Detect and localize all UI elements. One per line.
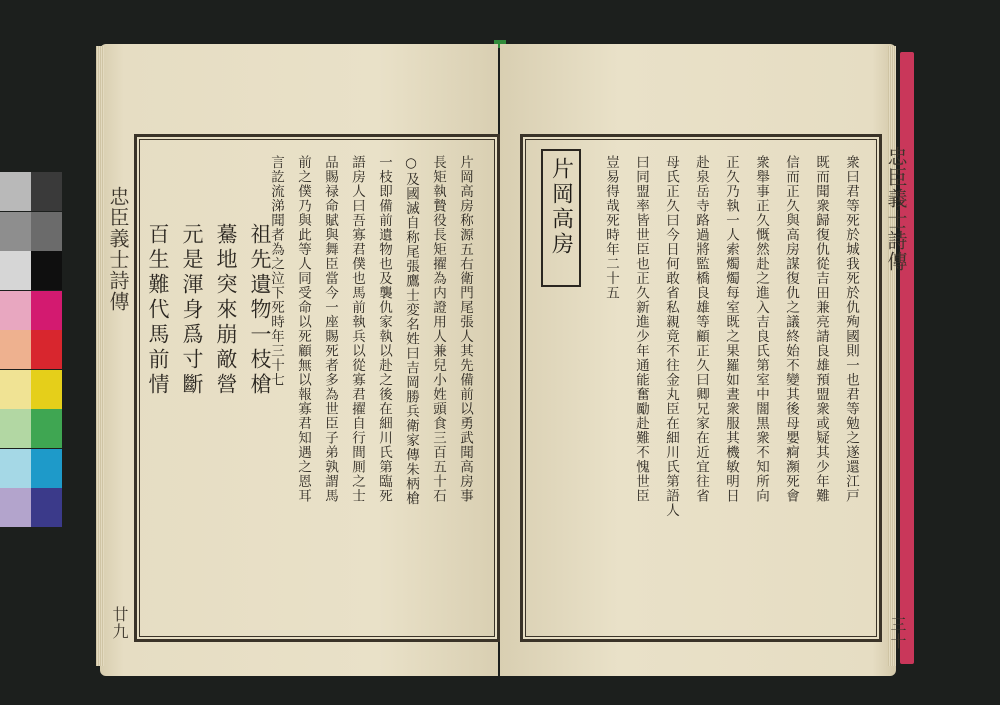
- calibration-patch: [31, 212, 62, 251]
- text-column: 正久乃執一人索燭燭每室既之果羅如晝衆服其機敏明日: [723, 155, 739, 503]
- calibration-patch: [31, 251, 62, 290]
- calibration-patch: [0, 409, 31, 448]
- calibration-patch: [0, 370, 31, 409]
- color-calibration-strip: [0, 172, 62, 530]
- right-margin: [876, 136, 916, 656]
- calibration-patch: [31, 449, 62, 488]
- text-column: 信而正久與高房謀復仇之議終始不變其後母嬰痾瀕死會: [783, 155, 799, 503]
- text-column: 驀地突來崩敵營: [214, 223, 238, 398]
- text-column: 赴泉岳寺路過將監橋良雄等顧正久曰卿兄家在近宜往省: [693, 155, 709, 503]
- text-column: 祖先遺物一枝槍: [248, 223, 272, 398]
- text-column: 衆舉事正久慨然赴之進入吉良氏第室中闇黒衆不知所向: [753, 155, 769, 503]
- calibration-patch: [31, 488, 62, 527]
- calibration-patch: [31, 172, 62, 211]
- right-page-number: 三十: [888, 616, 907, 650]
- left-page-number: 廿九: [110, 606, 129, 640]
- calibration-patch: [0, 212, 31, 251]
- text-column: 百生難代馬前情: [146, 223, 170, 398]
- text-column: 前之僕乃與此等人同受命以死顧無以報寡君知遇之恩耳: [295, 155, 311, 503]
- calibration-patch: [0, 291, 31, 330]
- biography-title: 片岡高房: [548, 157, 574, 257]
- text-column: 母氏正久曰今日何敢省私親竟不往金丸臣在細川氏第語人: [663, 155, 679, 518]
- calibration-patch: [0, 488, 31, 527]
- text-column: ○及國滅自称尾張鷹士変名姓曰吉岡勝兵衛家傳朱柄槍: [403, 155, 419, 506]
- text-column: 既而聞衆歸復仇從吉田兼亮請良雄預盟衆或疑其少年難: [813, 155, 829, 503]
- text-column: 語房人曰吾寡君僕也馬前執兵以從寡君擢自行間厠之士: [349, 155, 365, 503]
- biography-title-box: [541, 149, 581, 287]
- text-column: 片岡高房称源五右衛門尾張人其先備前以勇武聞高房事: [457, 155, 473, 503]
- calibration-patch: [0, 449, 31, 488]
- calibration-patch: [0, 251, 31, 290]
- right-text-frame: [520, 134, 882, 642]
- calibration-patch: [31, 370, 62, 409]
- calibration-patch: [31, 330, 62, 369]
- text-column: 長矩執贄役長矩擢為内證用人兼兒小姓頭食三百五十石: [430, 155, 446, 503]
- text-column: 曰同盟率皆世臣也正久新進少年通能奮勵赴難不愧世臣: [633, 155, 649, 503]
- text-column: 品賜禄命賦與舞臣當今一座賜死者多為世臣子弟孰謂馬: [322, 155, 338, 503]
- text-column: 衆曰君等死於城我死於仇殉國則一也君等勉之遂還江戸: [843, 155, 859, 503]
- text-column: 一枝即備前遺物也及襲仇家執以赴之後在細川氏第臨死: [376, 155, 392, 503]
- left-running-title: 忠臣義士詩傳: [106, 186, 130, 312]
- open-book: [96, 40, 914, 680]
- calibration-patch: [0, 330, 31, 369]
- text-column: 豈易得哉死時年二十五: [603, 155, 619, 300]
- left-text-frame: [134, 134, 500, 642]
- text-column: 元是渾身爲寸斷: [180, 223, 204, 398]
- calibration-patch: [31, 291, 62, 330]
- calibration-patch: [0, 172, 31, 211]
- text-column: 言訖流涕聞者為之泣下死時年三十七: [268, 155, 284, 387]
- left-margin: [96, 136, 136, 656]
- right-running-title: 忠臣義士詩傳: [884, 146, 908, 272]
- calibration-patch: [31, 409, 62, 448]
